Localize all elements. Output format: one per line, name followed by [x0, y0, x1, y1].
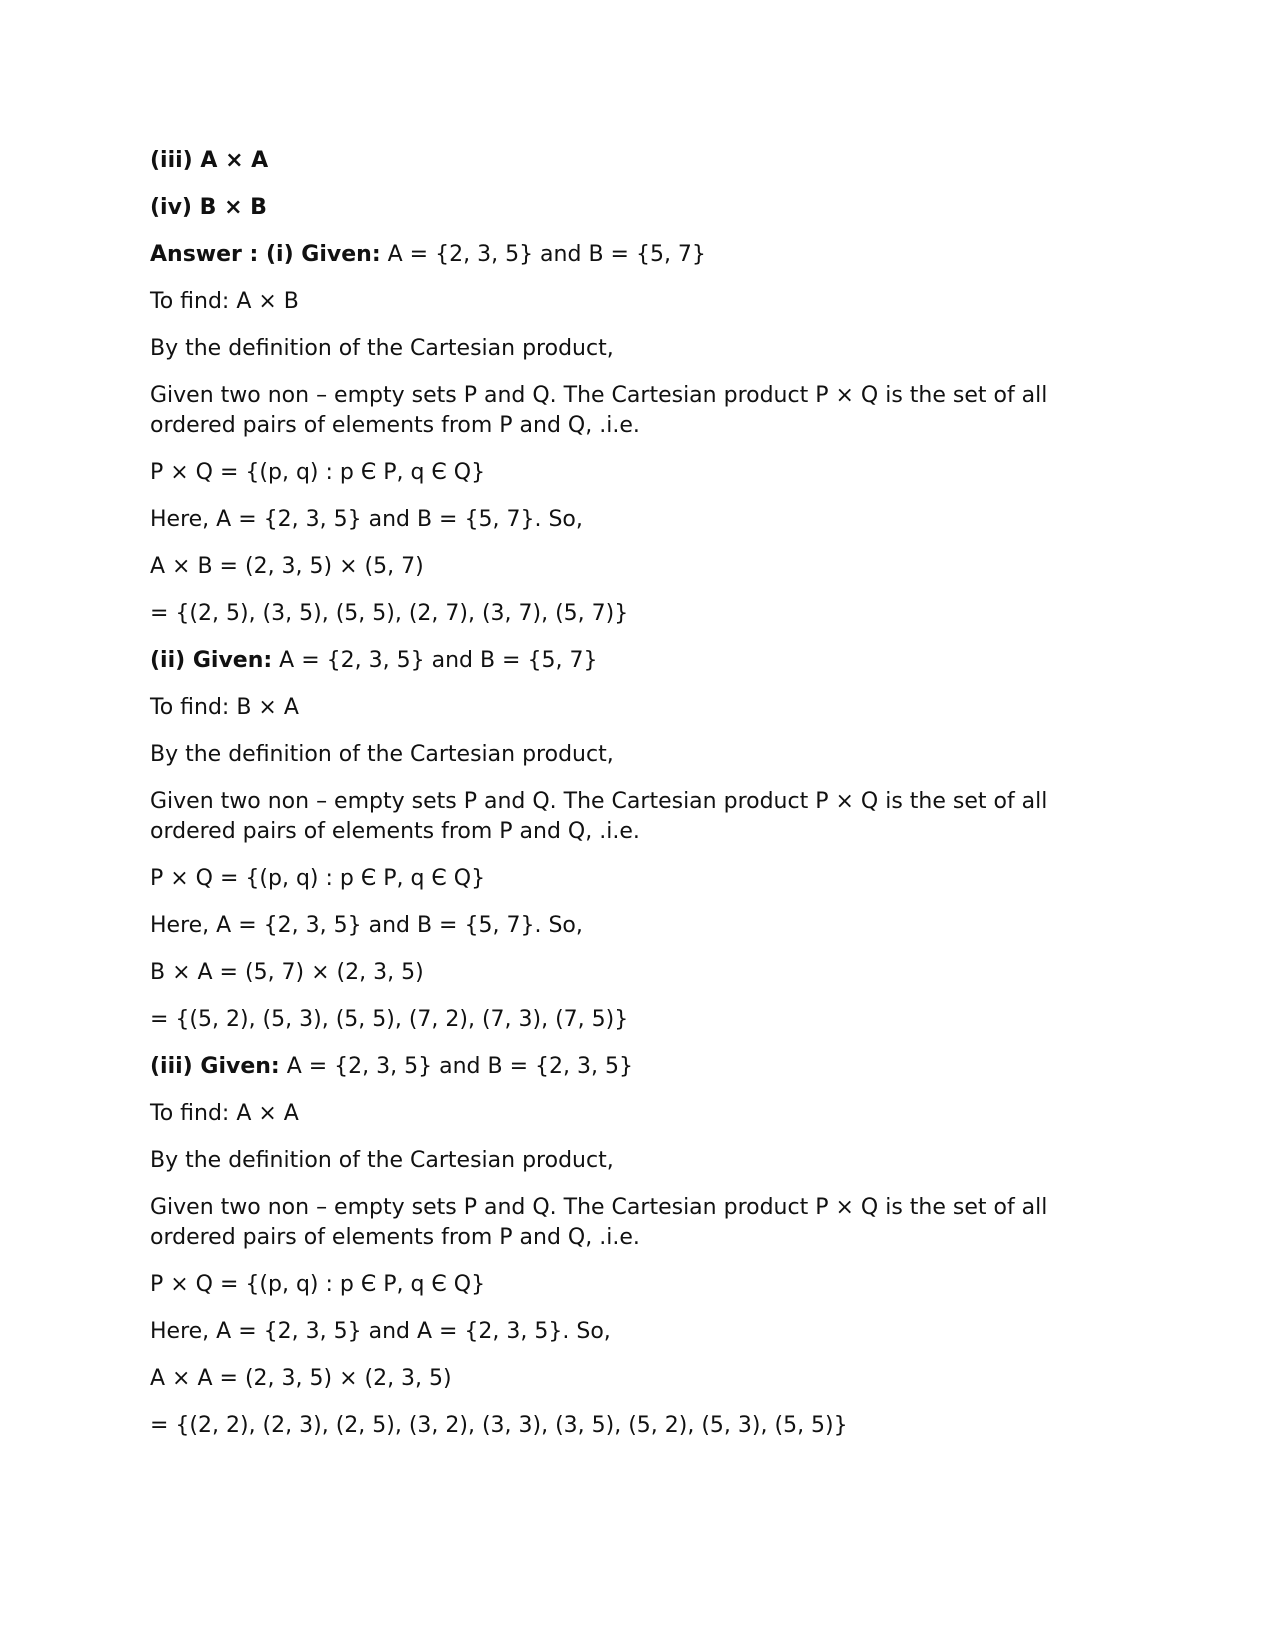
answer-ii-definition-line1: Given two non – empty sets P and Q. The Cartesian product P × Q is the set of all [150, 789, 1048, 814]
answer-i-here: Here, A = {2, 3, 5} and B = {5, 7}. So, [150, 507, 583, 532]
answer-ii-definition-line2: ordered pairs of elements from P and Q, .i.e. [150, 819, 640, 844]
answer-i-definition-intro: By the definition of the Cartesian product, [150, 336, 614, 361]
answer-iii-definition [150, 1193, 1090, 1253]
answer-i-definition-line2: ordered pairs of elements from P and Q, .i.e. [150, 413, 640, 438]
answer-ii-formula: P × Q = {(p, q) : p Є P, q Є Q} [150, 866, 486, 891]
question-part-iv-heading: (iv) B × B [150, 195, 267, 220]
answer-iii-definition-line1: Given two non – empty sets P and Q. The Cartesian product P × Q is the set of all [150, 1195, 1048, 1220]
answer-i-definition-line1: Given two non – empty sets P and Q. The Cartesian product P × Q is the set of all [150, 383, 1048, 408]
answer-prefix: Answer : [150, 242, 266, 267]
answer-iii-label: (iii) Given: [150, 1054, 280, 1079]
answer-iii-definition-line2: ordered pairs of elements from P and Q, .i.e. [150, 1225, 640, 1250]
answer-iii-to-find: To find: A × A [150, 1101, 299, 1126]
answer-ii-definition-intro: By the definition of the Cartesian product, [150, 742, 614, 767]
answer-i-given-line [150, 240, 1090, 270]
answer-iii-result: = {(2, 2), (2, 3), (2, 5), (3, 2), (3, 3), (3, 5), (5, 2), (5, 3), (5, 5)} [150, 1413, 848, 1438]
document-body [150, 146, 1090, 1458]
answer-ii-given: A = {2, 3, 5} and B = {5, 7} [272, 648, 598, 673]
answer-i-definition [150, 381, 1090, 441]
answer-iii-definition-intro: By the definition of the Cartesian product, [150, 1148, 614, 1173]
answer-ii-here: Here, A = {2, 3, 5} and B = {5, 7}. So, [150, 913, 583, 938]
answer-ii-label: (ii) Given: [150, 648, 273, 673]
answer-i-product: A × B = (2, 3, 5) × (5, 7) [150, 554, 424, 579]
question-part-iii-heading: (iii) A × A [150, 148, 269, 173]
answer-i-formula: P × Q = {(p, q) : p Є P, q Є Q} [150, 460, 486, 485]
answer-iii-given-line [150, 1052, 1090, 1082]
answer-iii-here: Here, A = {2, 3, 5} and A = {2, 3, 5}. So, [150, 1319, 611, 1344]
answer-i-to-find: To find: A × B [150, 289, 299, 314]
answer-ii-product: B × A = (5, 7) × (2, 3, 5) [150, 960, 424, 985]
answer-iii-formula: P × Q = {(p, q) : p Є P, q Є Q} [150, 1272, 486, 1297]
answer-i-result: = {(2, 5), (3, 5), (5, 5), (2, 7), (3, 7), (5, 7)} [150, 601, 629, 626]
answer-ii-result: = {(5, 2), (5, 3), (5, 5), (7, 2), (7, 3), (7, 5)} [150, 1007, 629, 1032]
answer-i-label: (i) Given: [266, 242, 381, 267]
answer-ii-given-line [150, 646, 1090, 676]
answer-ii-definition [150, 787, 1090, 847]
answer-ii-to-find: To find: B × A [150, 695, 299, 720]
answer-iii-given: A = {2, 3, 5} and B = {2, 3, 5} [279, 1054, 633, 1079]
answer-i-given: A = {2, 3, 5} and B = {5, 7} [380, 242, 706, 267]
answer-iii-product: A × A = (2, 3, 5) × (2, 3, 5) [150, 1366, 452, 1391]
